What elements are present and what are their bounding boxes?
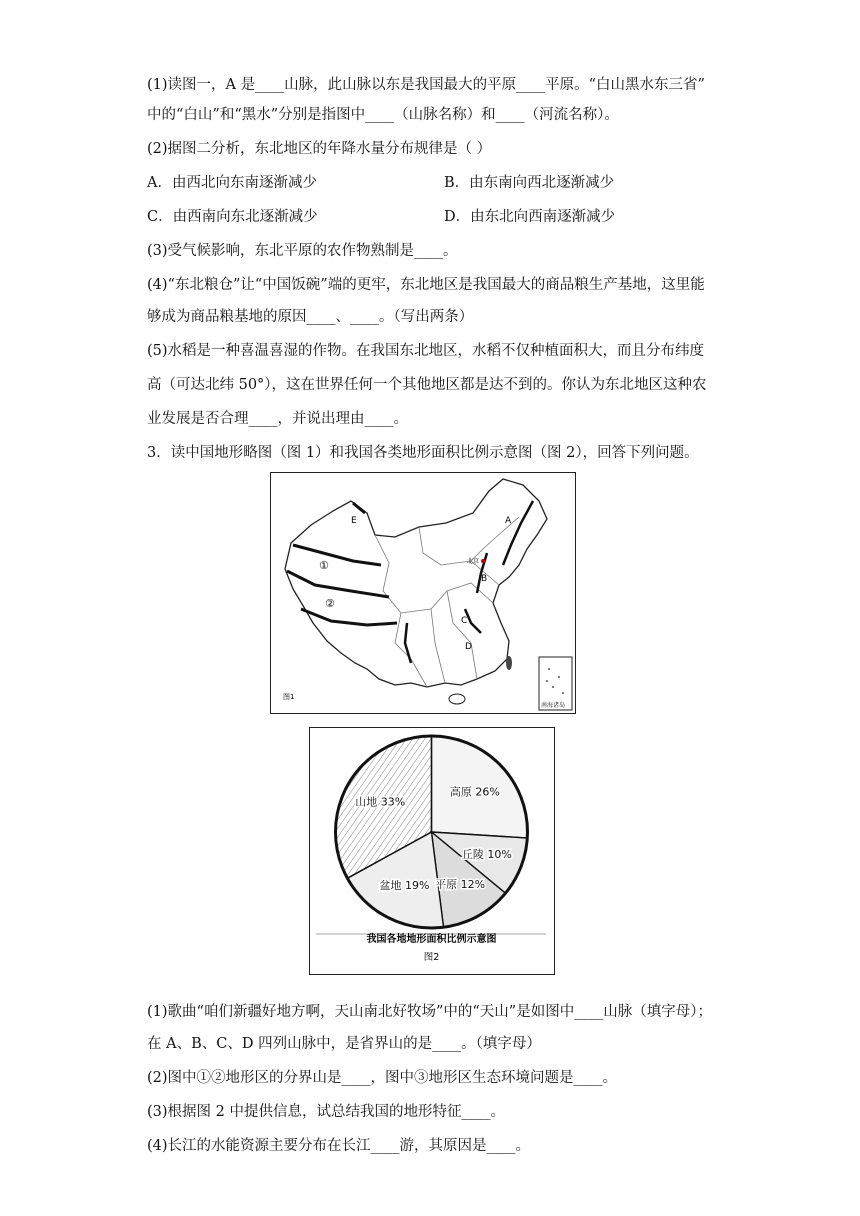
figure-2-terrain-pie: [309, 727, 555, 975]
option-a[interactable]: A．由西北向东南逐渐减少: [147, 175, 317, 191]
figure-2-caption: 图2: [423, 952, 440, 963]
label-c: C: [461, 616, 468, 626]
option-d[interactable]: D．由东北向西南逐渐减少: [444, 209, 616, 225]
pie-label-4: 盆地 19%: [379, 879, 430, 893]
china-map-drawing: [271, 473, 574, 712]
q3-1-line-1: (1)歌曲“咱们新疆好地方啊，天山南北好牧场”中的“天山”是如图中____山脉（填字母）；: [147, 1004, 712, 1020]
q4-line-1: (4)“东北粮仓”让“中国饭碗”端的更牢，东北地区是我国最大的商品粮生产基地，这里能: [147, 277, 705, 293]
label-a: A: [505, 516, 512, 526]
pie-label-3: 平原 12%: [435, 878, 486, 892]
q3-2-line: (2)图中①②地形区的分界山是____，图中③地形区生态环境问题是____。: [147, 1070, 618, 1086]
figure-1-china-map: [270, 472, 576, 714]
pie-label-5: 山地 33%: [355, 795, 406, 809]
figure-1-caption: 图1: [283, 693, 295, 701]
q2-stem: (2)据图二分析，东北地区的年降水量分布规律是（ ）: [147, 141, 492, 157]
q3-3-line: (3)根据图 2 中提供信息，试总结我国的地形特征____。: [147, 1104, 505, 1120]
q5-line-2: 高（可达北纬 50°），这在世界任何一个其他地区都是达不到的。你认为东北地区这种农: [147, 377, 707, 393]
q1-line-1: (1)读图一，A 是____山脉，此山脉以东是我国最大的平原____平原。“白山黑水东三省”: [147, 77, 705, 93]
label-beijing: 北京: [467, 558, 480, 565]
q5-line-1: (5)水稻是一种喜温喜湿的作物。在我国东北地区，水稻不仅种植面积大，而且分布纬度: [147, 343, 705, 359]
section-3-heading: 3．读中国地形略图（图 1）和我国各类地形面积比例示意图（图 2），回答下列问题。: [147, 445, 699, 461]
label-d: D: [465, 642, 472, 652]
beijing-marker: [481, 559, 485, 563]
pie-label-2: 丘陵 10%: [461, 847, 512, 861]
inset-label: 南海诸岛: [541, 702, 566, 709]
label-b: B: [481, 574, 488, 584]
q3-1-line-2: 在 A、B、C、D 四列山脉中，是省界山的是____。（填字母）: [147, 1036, 541, 1052]
label-e: E: [351, 516, 357, 526]
q3-4-line: (4)长江的水能资源主要分布在长江____游，其原因是____。: [147, 1138, 531, 1154]
option-b[interactable]: B．由东南向西北逐渐减少: [444, 175, 615, 191]
q4-line-2: 够成为商品粮基地的原因____、____。（写出两条）: [147, 309, 474, 325]
figure-2-title: 我国各地地形面积比例示意图: [366, 934, 497, 945]
q3-line: (3)受气候影响，东北平原的农作物熟制是____。: [147, 243, 458, 259]
label-region-1: ①: [319, 559, 329, 572]
pie-label-1: 高原 26%: [449, 785, 500, 799]
q1-line-2: 中的“白山”和“黑水”分别是指图中____（山脉名称）和____（河流名称）。: [147, 107, 619, 123]
q5-line-3: 业发展是否合理____，并说出理由____。: [147, 411, 408, 427]
tianshan-range: [293, 545, 381, 565]
option-c[interactable]: C．由西南向东北逐渐减少: [147, 209, 318, 225]
label-region-2: ②: [325, 597, 335, 610]
pie-drawing: [310, 728, 553, 973]
